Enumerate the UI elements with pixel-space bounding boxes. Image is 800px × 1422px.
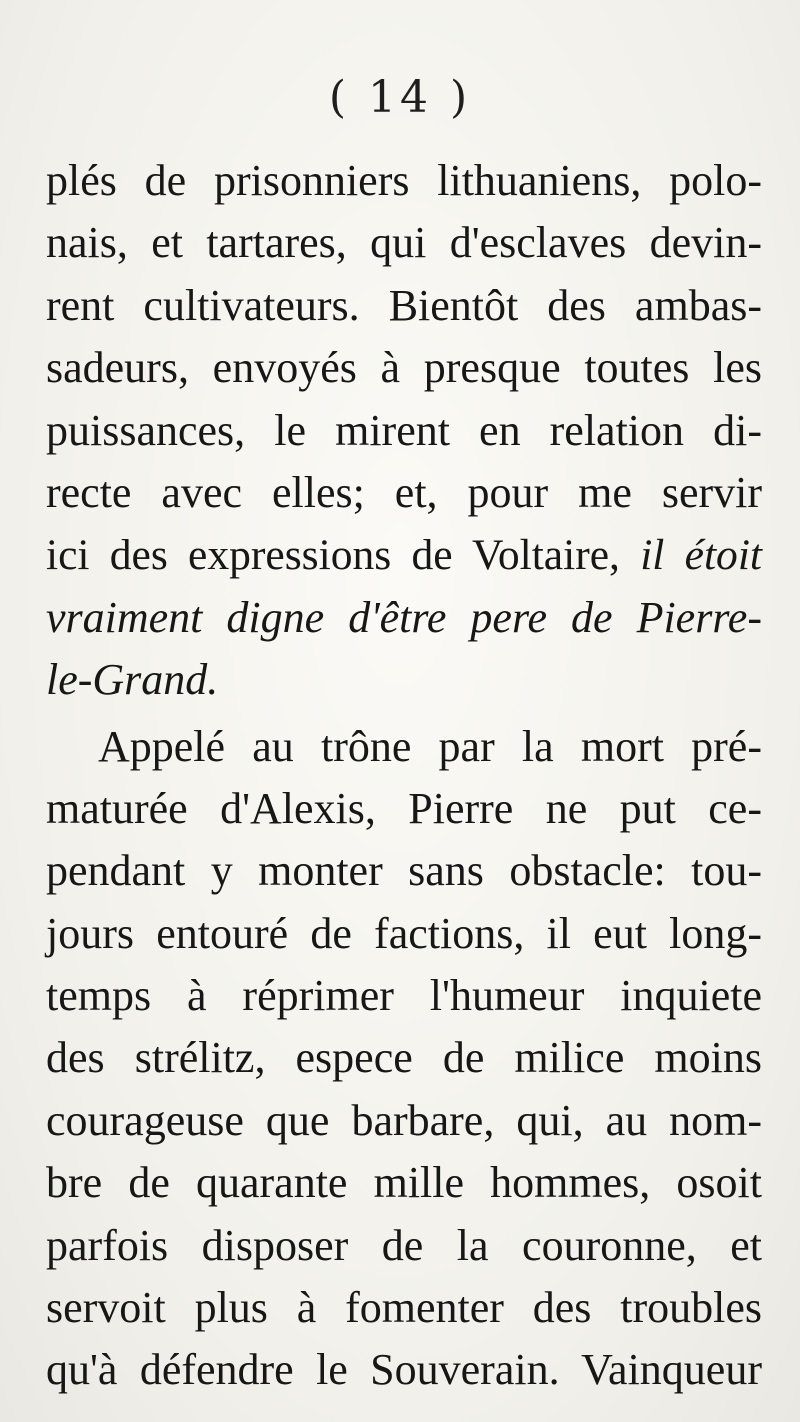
text-line: qu'à défendre le Souverain. Vainqueur <box>46 1345 762 1395</box>
text-line: recte avec elles; et, pour me servir <box>46 467 762 517</box>
text-line: rent cultivateurs. Bientôt des ambas- <box>46 280 762 330</box>
text-line: sadeurs, envoyés à presque toutes les <box>46 343 762 393</box>
text-line-italic: le-Grand. <box>46 655 219 705</box>
text-line: courageuse que barbare, qui, au nom- <box>46 1095 762 1145</box>
text-line: nais, et tartares, qui d'esclaves devin- <box>46 218 762 268</box>
body-text <box>46 150 762 1402</box>
text-line-italic: vraiment digne d'être pere de Pierre- <box>46 592 762 642</box>
page-number: ( 14 ) <box>328 72 472 123</box>
text-line: servoit plus à fomenter des troubles <box>46 1283 762 1333</box>
text-line: temps à réprimer l'humeur inquiete <box>46 971 762 1021</box>
text-line: parfois disposer de la couronne, et <box>46 1220 762 1270</box>
text-line: maturée d'Alexis, Pierre ne put ce- <box>46 783 762 833</box>
text-line: puissances, le mirent en relation di- <box>46 405 762 455</box>
text-line: jours entouré de factions, il eut long- <box>46 908 762 958</box>
paragraph-start-line: Appelé au trône par la mort pré- <box>98 721 762 771</box>
text-line: bre de quarante mille hommes, osoit <box>46 1158 762 1208</box>
text-line: pendant y monter sans obstacle: tou- <box>46 846 762 896</box>
text-line: des strélitz, espece de milice moins <box>46 1033 762 1083</box>
text-line-mixed <box>46 524 762 586</box>
text-italic: il étoit <box>640 531 763 580</box>
text-roman: ici des expressions de Voltaire, <box>46 531 620 580</box>
text-line: plés de prisonniers lithuaniens, polo- <box>46 156 762 205</box>
